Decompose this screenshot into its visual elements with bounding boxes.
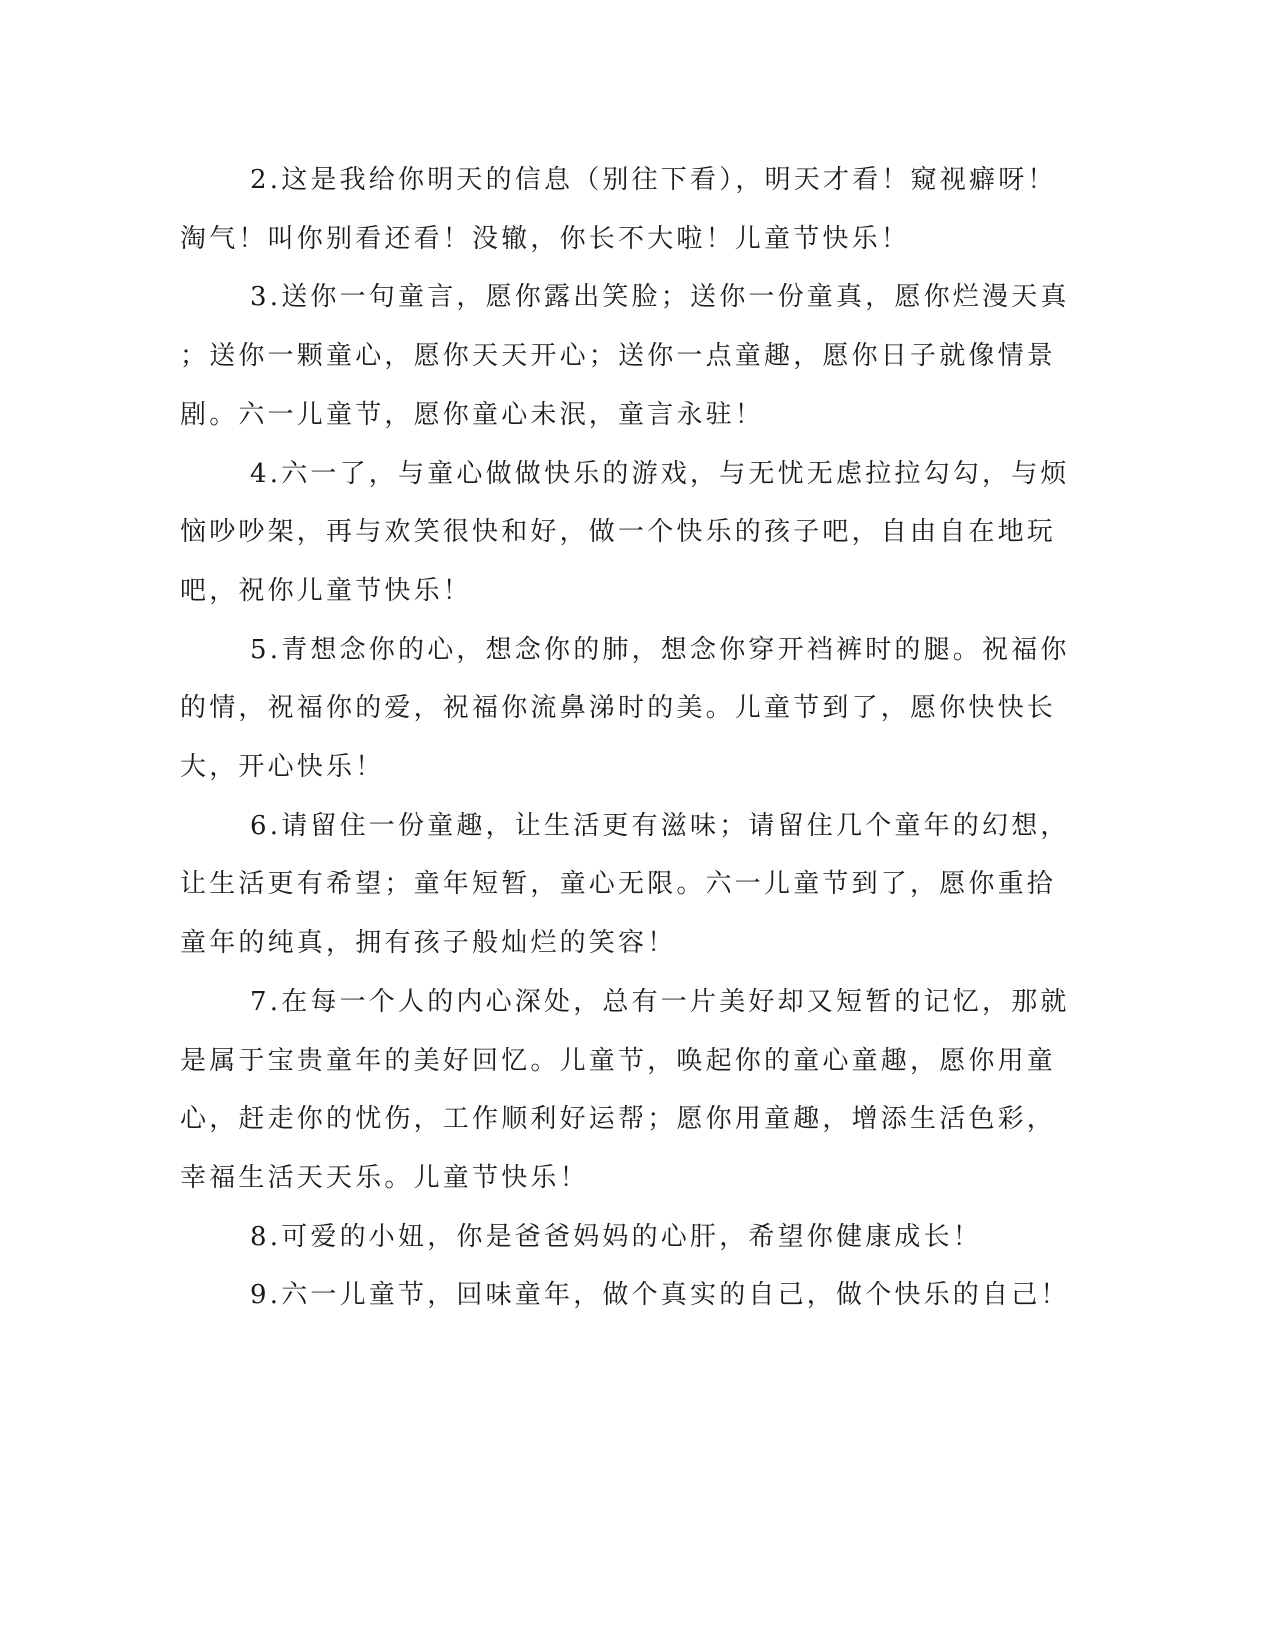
- paragraph-3: [180, 268, 1070, 444]
- text-line: 幸福生活天天乐。儿童节快乐！: [180, 1162, 589, 1193]
- text-line: 7.在每一个人的内心深处，总有一片美好却又短暂的记忆，那就: [250, 986, 1070, 1017]
- text-line: 2.这是我给你明天的信息（别往下看），明天才看！窥视癖呀！: [250, 165, 1057, 195]
- paragraph-7: [180, 973, 1070, 1208]
- text-line: 童年的纯真，拥有孩子般灿烂的笑容！: [180, 928, 677, 959]
- text-line: 让生活更有希望；童年短暂，童心无限。六一儿童节到了，愿你重拾: [180, 869, 1057, 900]
- text-line: 5.青想念你的心，想念你的肺，想念你穿开裆裤时的腿。祝福你: [250, 634, 1070, 665]
- text-line: 剧。六一儿童节，愿你童心未泯，童言永驻！: [180, 399, 765, 430]
- paragraph-4: [180, 445, 1070, 621]
- text-line: 8.可爱的小妞，你是爸爸妈妈的心肝，希望你健康成长！: [250, 1221, 983, 1252]
- text-line: ；送你一颗童心，愿你天天开心；送你一点童趣，愿你日子就像情景: [180, 341, 1057, 372]
- paragraph-2: [180, 151, 1057, 268]
- text-line: 3.送你一句童言，愿你露出笑脸；送你一份童真，愿你烂漫天真: [250, 282, 1070, 313]
- document-body: [180, 151, 1070, 1325]
- paragraph-8: [180, 1208, 1020, 1267]
- text-line: 淘气！叫你别看还看！没辙，你长不大啦！儿童节快乐！: [180, 223, 911, 254]
- paragraph-9: [180, 1266, 1070, 1325]
- text-line: 4.六一了，与童心做做快乐的游戏，与无忧无虑拉拉勾勾，与烦: [250, 458, 1070, 489]
- text-line: 6.请留住一份童趣，让生活更有滋味；请留住几个童年的幻想，: [250, 810, 1070, 841]
- paragraph-6: [180, 797, 1070, 973]
- text-line: 是属于宝贵童年的美好回忆。儿童节，唤起你的童心童趣，愿你用童: [180, 1045, 1057, 1076]
- text-line: 大，开心快乐！: [180, 752, 385, 783]
- paragraph-5: [180, 621, 1070, 797]
- text-line: 的情，祝福你的爱，祝福你流鼻涕时的美。儿童节到了，愿你快快长: [180, 693, 1057, 724]
- text-line: 心，赶走你的忧伤，工作顺利好运帮；愿你用童趣，增添生活色彩，: [180, 1104, 1057, 1135]
- text-line: 吧，祝你儿童节快乐！: [180, 575, 473, 606]
- text-line: 9.六一儿童节，回味童年，做个真实的自己，做个快乐的自己！: [250, 1280, 1070, 1311]
- text-line: 恼吵吵架，再与欢笑很快和好，做一个快乐的孩子吧，自由自在地玩: [180, 517, 1057, 548]
